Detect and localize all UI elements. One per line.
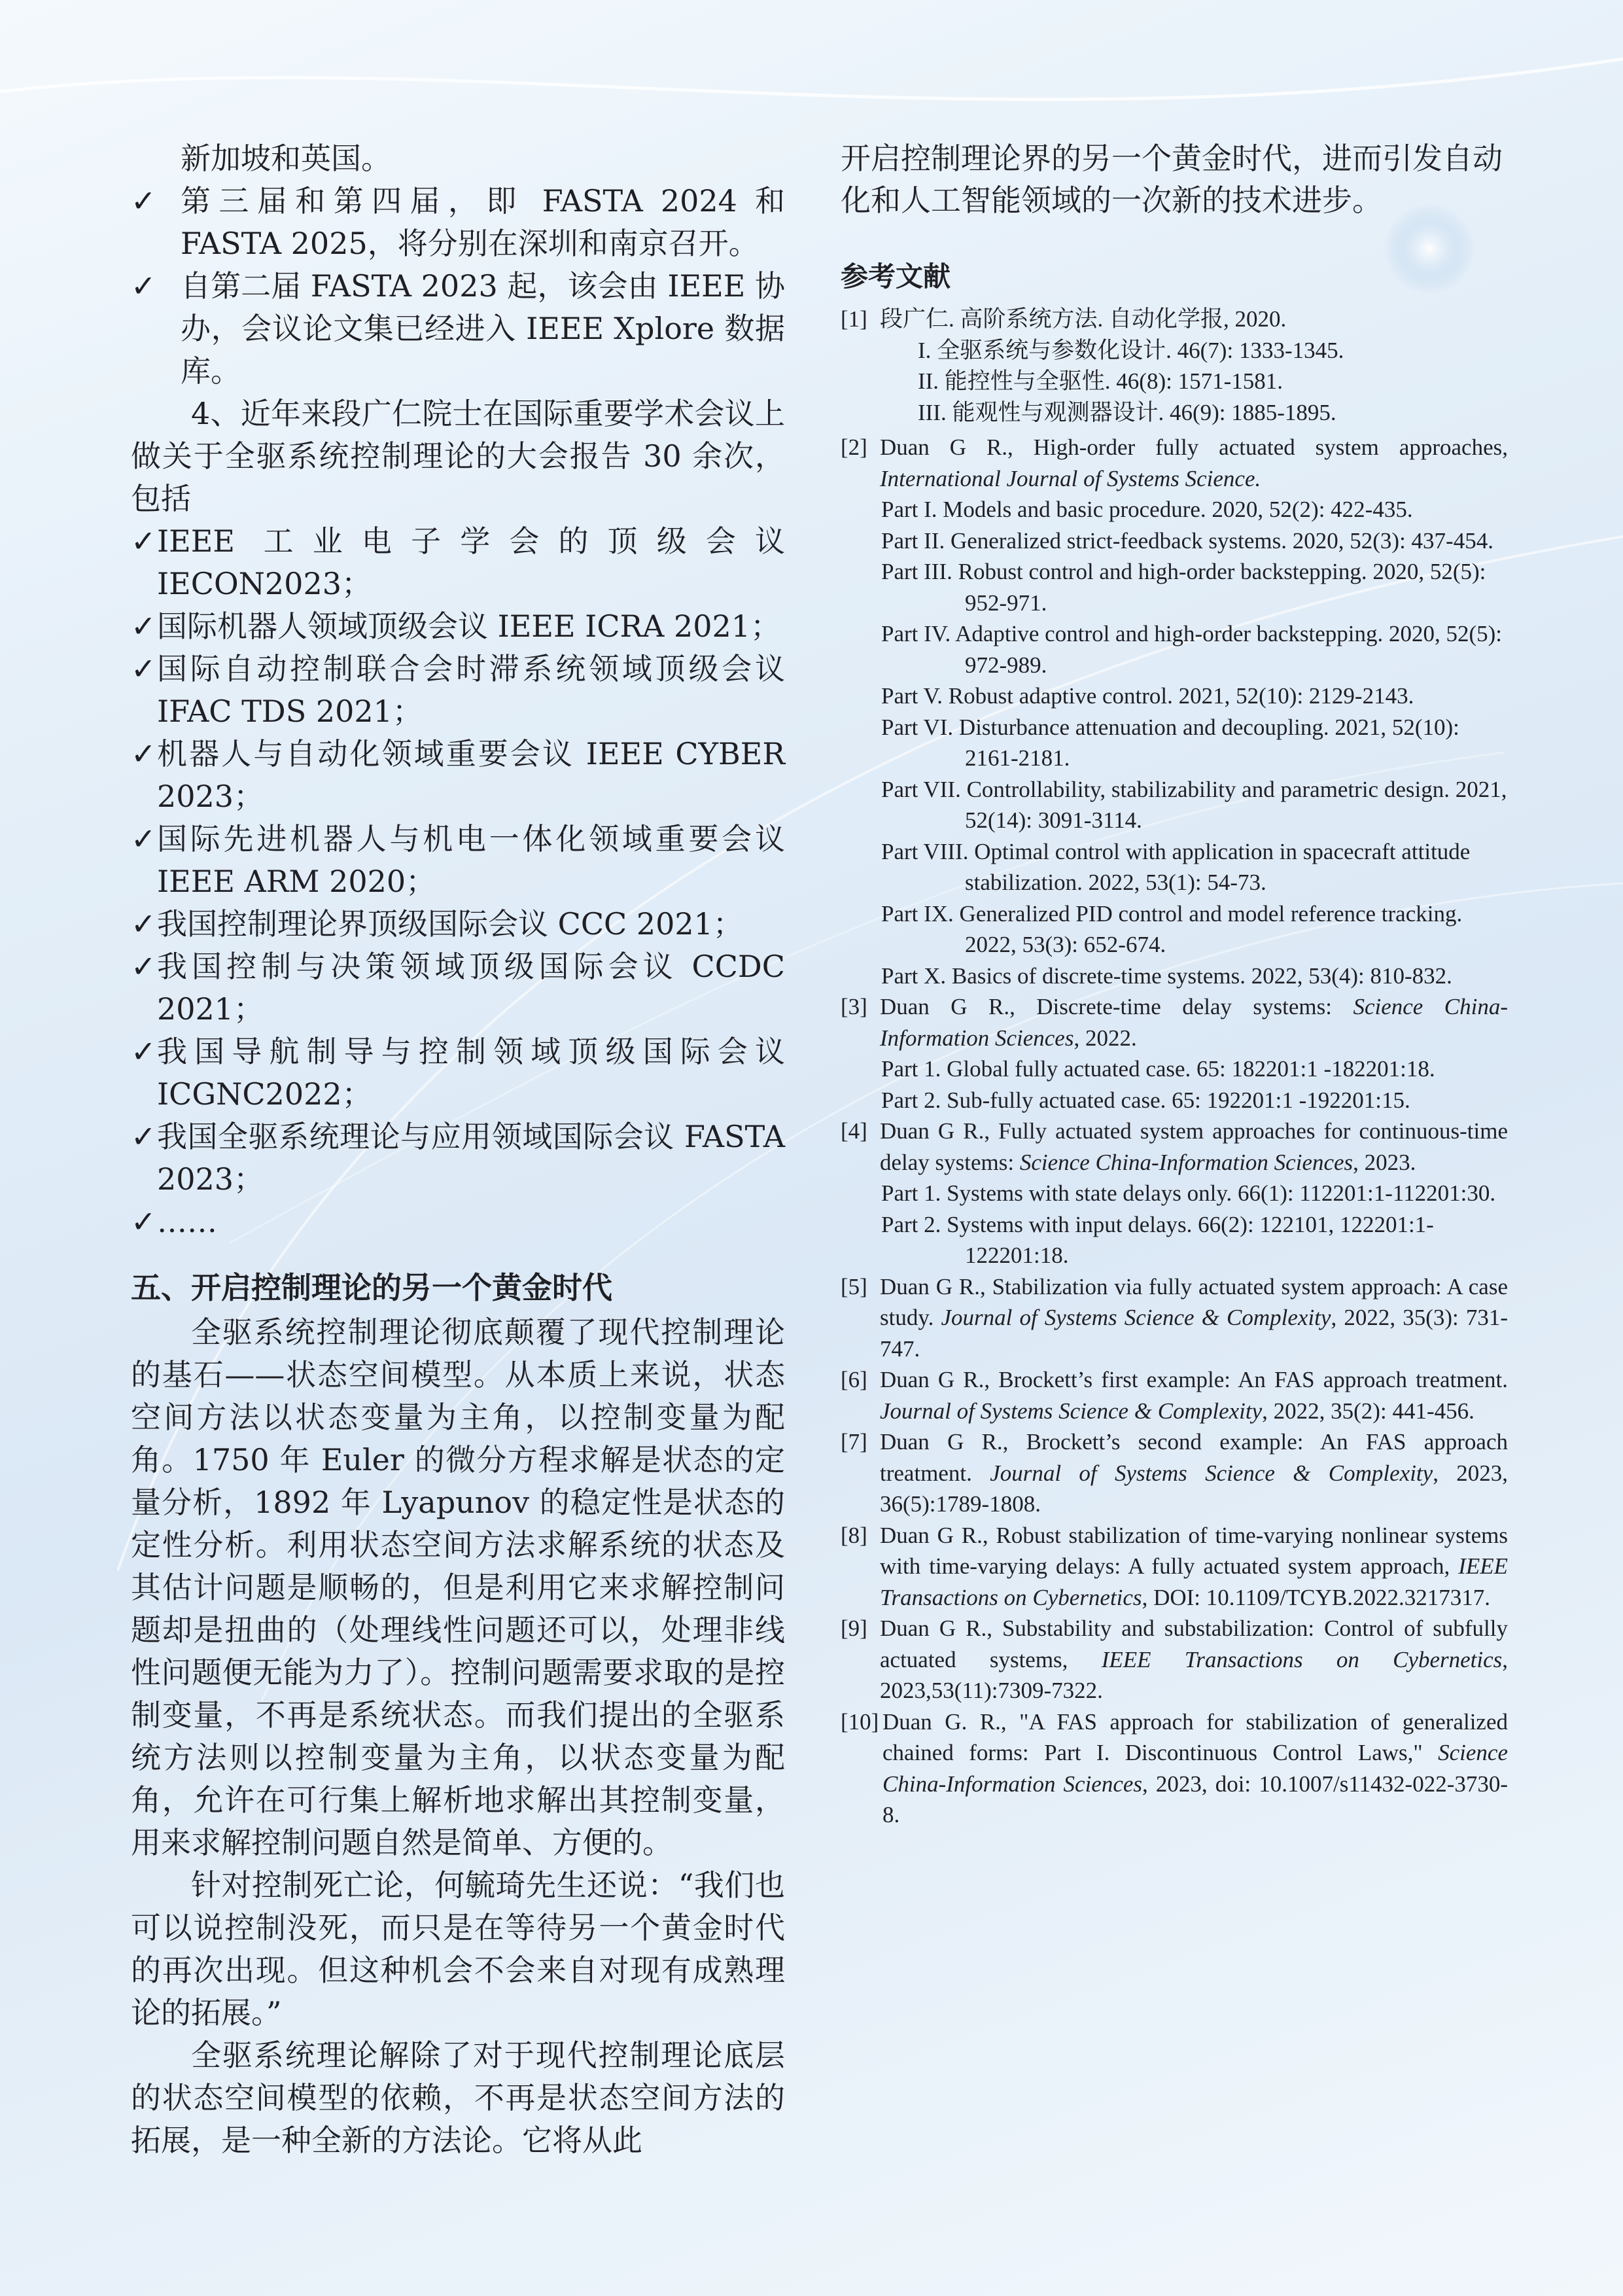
check-icon: ✓ [131,736,156,771]
list-item: ✓ 国际自动控制联合会时滞系统领域顶级会议 IFAC TDS 2021； [131,648,785,733]
reference-item: [9] Duan G R., Substability and substabilization: Control of subfully actuated systems, IEEE Transactions on Cybernetics, 2023,53(11):7309-7322. [841,1616,1509,1703]
list-item: ✓ 我国控制理论界顶级国际会议 CCC 2021； [131,903,785,945]
left-column [131,137,785,2162]
paragraph: 全驱系统理论解除了对于现代控制理论底层的状态空间模型的依赖，不再是状态空间方法的拓展，是一种全新的方法论。它将从此 [131,2038,785,2158]
reference-item: [2] Duan G R., High-order fully actuated system approaches, International Journal of Systems Science. [841,434,1508,491]
check-icon: ✓ [131,523,156,559]
list-item: ✓ 我国导航制导与控制领域顶级国际会议 ICGNC2022； [131,1031,785,1116]
list-item: ✓ 国际先进机器人与机电一体化领域重要会议 IEEE ARM 2020； [131,818,785,903]
references-heading: 参考文献 [841,260,951,292]
check-icon: ✓ [131,821,156,857]
check-icon: ✓ [131,1119,156,1154]
reference-item: [4] Duan G R., Fully actuated system approaches for continuous-time delay systems: Science China-Information Sciences, 2023. [841,1118,1508,1175]
paragraph: 4、近年来段广仁院士在国际重要学术会议上做关于全驱系统控制理论的大会报告 30 余次，包括 [131,396,785,516]
paragraph: 全驱系统控制理论彻底颠覆了现代控制理论的基石——状态空间模型。从本质上来说，状态空间方法以状态变量为主角，以控制变量为配角。1750 年 Euler 的微分方程求解是状态的定量分析，1892 年 Lyapunov 的稳定性是状态的定性分析。利用状态空间方法求解系统的状态及其估计问题是顺畅的，但是利用它来求解控制问题却是扭曲的（处理线性问题还可以，处理非线性问题便无能为力了）。控制问题需要求取的是控制变量，不再是系统状态。而我们提出的全驱系统方法则以控制变量为主角，以状态变量为配角，允许在可行集上解析地求解出其控制变量，用来求解控制问题自然是简单、方便的。 [131,1315,785,1860]
check-icon: ✓ [131,949,156,984]
right-column [841,137,1508,1831]
list-item: ✓ 机器人与自动化领域重要会议 IEEE CYBER 2023； [131,733,785,818]
list-item: ✓ 第三届和第四届，即 FASTA 2024 和 FASTA 2025，将分别在深圳和南京召开。 [131,180,785,265]
section-heading: 五、开启控制理论的另一个黄金时代 [131,1270,612,1305]
check-icon: ✓ [131,651,156,686]
continued-text: 新加坡和英国。 [181,141,391,176]
check-icon: ✓ [131,609,156,644]
check-icon: ✓ [131,268,156,304]
reference-list: [1] 段广仁. 高阶系统方法. 自动化学报, 2020. I. 全驱系统与参数化设计. 46(7): 1333-1345. II. 能控性与全驱性. 46(8): 1571-1581. III. 能观性与观测器设计. 46(9): 1885-1895. [2] Duan G R., High-order fully actuated system approaches, International Journal of Systems Science. Part I. Models and basic procedure. 2020, 52(2): 422-435. Part II. Generalized strict-feedback systems. 2020, 52(3): 437-454. Part III. Robust control and high-order backstepping. 2020, 52(5): 952-971. Part IV. Adaptive control and high-order backstepping. 2020, 52(5): 972-989. Part V. Robust adaptive control. 2021, 52(10): 2129-2143. Part VI. Disturbance attenuation and decoupling. 2021, 52(10): 2161-2181. Part VII. Controllability, stabilizability and parametric design. 2021, 52(14): 3091-3114. Part VIII. Optimal control with application in spacecraft attitude stabilization. 2022, 53(1): 54-73. Part IX. Generalized PID control and model reference tracking. 2022, 53(3): 652-674. Part X. Basics of discrete-time systems. 2022, 53(4): 810-832. [3] Duan G R., Discrete-time delay systems: Science China-Information Sciences, 2022. Part 1. Global fully actuated case. 65: 182201:1 -182201:18. Part 2. Sub-fully actuated case. 65: 192201:1 -192201:15. [4] Duan G R., Fully actuated system approaches for continuous-time delay systems: Science China-Information Sciences, 2023. Part 1. Systems with state delays only. 66(1): 112201:1-112201:30. Part 2. Systems with input delays. 66(2): 122101, 122201:1-122201:18. [5] Duan G R., Stabilization via fully actuated system approach: A case study. Journal of Systems Science & Complexity, 2022, 35(3): 731-747. [6] Duan G R., Brockett’s first example: An FAS approach treatment. Journal of Systems Science & Complexity, 2022, 35(2): 441-456. [7] Duan G R., Brockett’s second example: An FAS approach treatment. Journal of Systems Science & Complexity, 2023, 36(5):1789-1808. [8] Duan G R., Robust stabilization of time-varying nonlinear systems with time-varying delays: A fully actuated system approach, IEEE Transactions on Cybernetics, DOI: 10.1109/TCYB.2022.3217317. [9] Duan G R., Substability and substabilization: Control of subfully actuated systems, IEEE Transactions on Cybernetics, 2023,53(11):7309-7322. [10] Duan G. R., "A FAS approach for stabilization of generalized chained forms: Part I. Discontinuous Control Laws," Science China-Information Sciences, 2023, doi: 10.1007/s11432-022-3730-8. [841,304,1508,1831]
check-icon: ✓ [131,1034,156,1069]
list-item: ✓ IEEE 工业电子学会的顶级会议 IECON2023； [131,520,785,605]
list-item: ✓ 自第二届 FASTA 2023 起，该会由 IEEE 协办，会议论文集已经进入 IEEE Xplore 数据库。 [131,265,785,393]
reference-item: [8] Duan G R., Robust stabilization of time-varying nonlinear systems with time-varying delays: A fully actuated system approach, IEEE Transactions on Cybernetics, DOI: 10.1109/TCYB.2022.3217317. [841,1522,1508,1610]
reference-item: [5] Duan G R., Stabilization via fully actuated system approach: A case study. Journal of Systems Science & Complexity, 2022, 35(3): 731-747. [841,1273,1508,1362]
list-item: ✓ …… [131,1201,785,1243]
reference-item: [3] Duan G R., Discrete-time delay systems: Science China-Information Sciences, 2022. [841,994,1509,1051]
reference-item: [7] Duan G R., Brockett’s second example: An FAS approach treatment. Journal of Systems Science & Complexity, 2023, 36(5):1789-1808. [841,1429,1508,1517]
list-item: ✓ 我国全驱系统理论与应用领域国际会议 FASTA 2023； [131,1116,785,1201]
paragraph: 针对控制死亡论，何毓琦先生还说：“我们也可以说控制没死，而只是在等待另一个黄金时代的再次出现。但这种机会不会来自对现有成熟理论的拓展。” [131,1867,785,2030]
reference-item: [6] Duan G R., Brockett’s first example: An FAS approach treatment. Journal of Systems Science & Complexity, 2022, 35(2): 441-456. [841,1367,1508,1424]
list-item: ✓ 国际机器人领域顶级会议 IEEE ICRA 2021； [131,605,785,648]
check-icon: ✓ [131,183,156,219]
continued-text: 开启控制理论界的另一个黄金时代，进而引发自动化和人工智能领域的一次新的技术进步。 [841,141,1503,218]
list-item: ✓ 我国控制与决策领域顶级国际会议 CCDC 2021； [131,945,785,1031]
reference-item: [1] 段广仁. 高阶系统方法. 自动化学报, 2020. I. 全驱系统与参数化设计. 46(7): 1333-1345. II. 能控性与全驱性. 46(8): 1571-1581. III. 能观性与观测器设计. 46(9): 1885-1895. [841,306,1344,425]
reference-item: [10] Duan G. R., "A FAS approach for stabilization of generalized chained forms: Part I. Discontinuous Control Laws," Science China-Information Sciences, 2023, doi: 10.1007/s11432-022-3730-8. [841,1708,1509,1828]
check-icon: ✓ [131,906,156,942]
check-icon: ✓ [131,1204,156,1239]
